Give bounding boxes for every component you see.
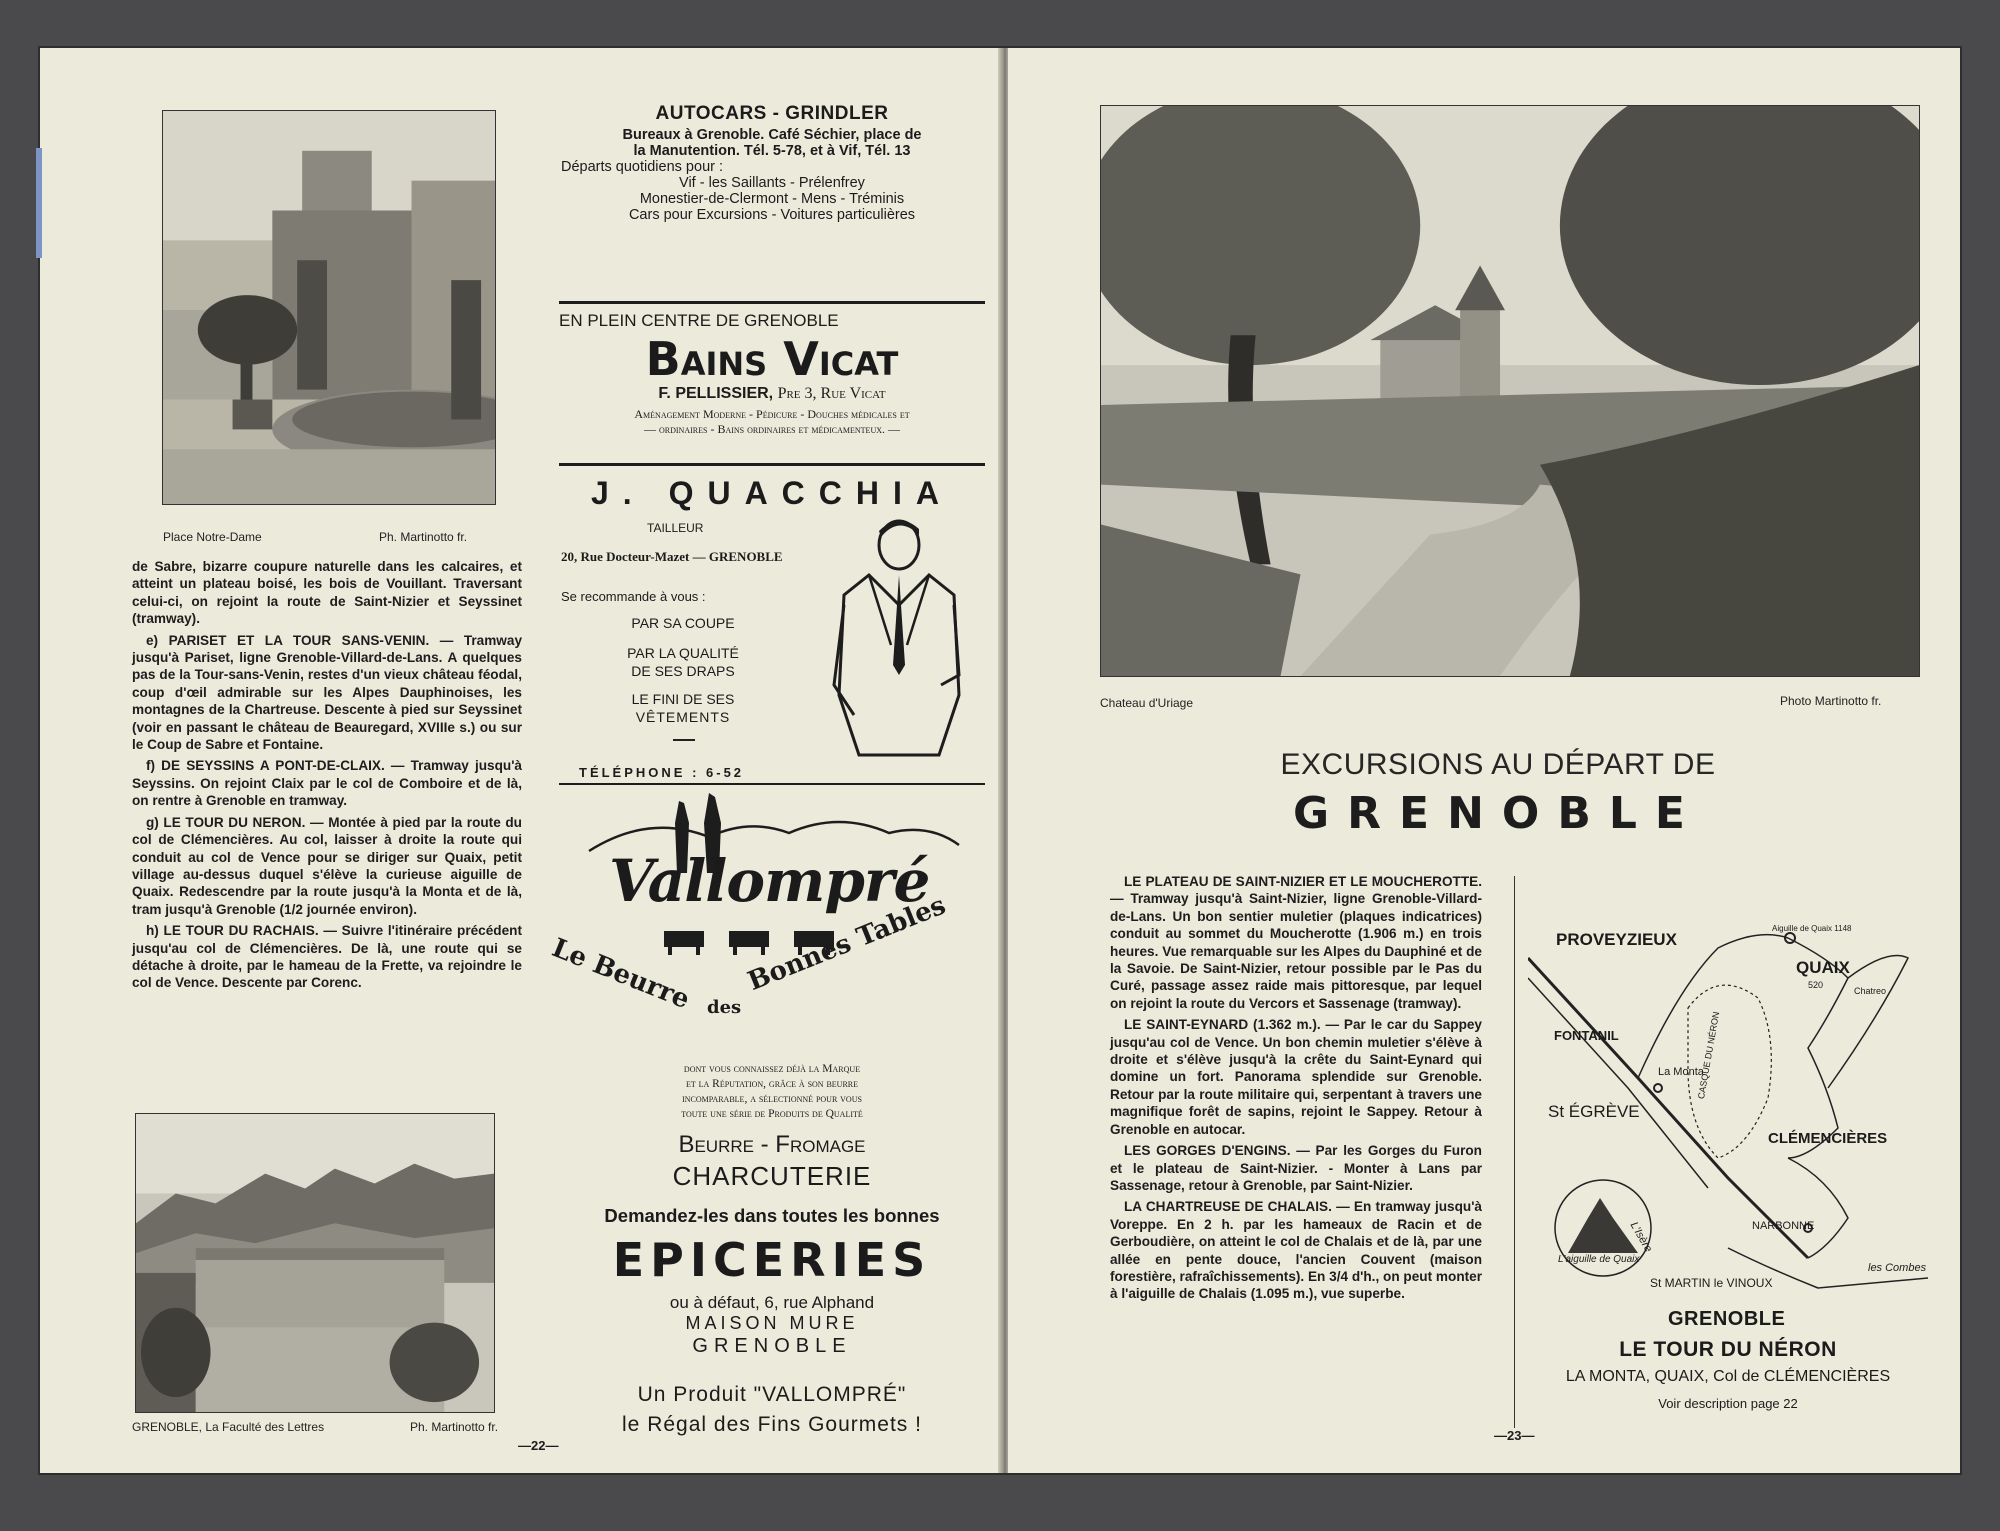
vicat-line: Aménagement Moderne - Pédicure - Douches médicales et bbox=[634, 407, 910, 421]
vallompre-desc: incomparable, a sélectionné pour vous bbox=[682, 1093, 862, 1105]
vicat-top: EN PLEIN CENTRE DE GRENOBLE bbox=[559, 311, 839, 330]
vallompre-epiceries: EPICERIES bbox=[612, 1233, 932, 1287]
ads-column bbox=[547, 103, 985, 1471]
ad-divider bbox=[559, 463, 985, 466]
left-paragraph: f) DE SEYSSINS A PONT-DE-CLAIX. — Tramway jusqu'à Seyssins. On rejoint Claix par le col de Comboire et de là, on rentre à Grenoble en tramway. bbox=[132, 758, 522, 809]
right-paragraph: LES GORGES D'ENGINS. — Par les Gorges du Furon et le plateau de Saint-Nizier. - Monter à Lans par Sassenage, retour à Grenoble, par Saint-Nizier. bbox=[1110, 1143, 1482, 1193]
grindler-line: Départs quotidiens pour : bbox=[561, 159, 724, 175]
map-label-quaix-alt: 520 bbox=[1808, 980, 1824, 990]
vallompre-products: Beurre - Fromage bbox=[678, 1131, 866, 1158]
page-edge-tab bbox=[36, 148, 42, 258]
photo1-caption-right: Ph. Martinotto fr. bbox=[379, 530, 468, 544]
vallompre-desc: et la Réputation, grâce à son beurre bbox=[685, 1078, 859, 1090]
right-paragraph: LE PLATEAU DE SAINT-NIZIER ET LE MOUCHEROTTE. — Tramway jusqu'à Saint-Nizier, ligne Grenoble-Villard-de-Lans. Un bon sentier muletier (plaques indicatrices) conduit au sommet du Moucherotte (1.906 m.) en trois heures. Vue remarquable sur les Alpes du Dauphiné et de la Savoie. De Saint-Nizier, retour possible par le Pas du Curé, passage assez raide mais pittoresque, par lequel on rejoint la route du Vercors et Sassenage (tramway). bbox=[1110, 874, 1482, 1011]
grindler-line: Monestier-de-Clermont - Mens - Tréminis bbox=[639, 191, 905, 207]
excursions-heading bbox=[1238, 748, 1758, 839]
column-divider bbox=[1514, 876, 1515, 1428]
vallompre-city: GRENOBLE bbox=[692, 1335, 852, 1357]
vallompre-slogan-part2: des bbox=[707, 997, 742, 1018]
ad-j-quacchia bbox=[559, 475, 985, 805]
map-note: Voir description page 22 bbox=[1658, 1396, 1798, 1411]
photo1-caption-left: Place Notre-Dame bbox=[163, 530, 262, 544]
vicat-owner: F. PELLISSIER, bbox=[658, 385, 774, 402]
page-number-right: —23— bbox=[1494, 1428, 1535, 1443]
right-paragraph: LA CHARTREUSE DE CHALAIS. — En tramway jusqu'à Voreppe. En 2 h. par les hameaux de Racin et de Gerboudière, on atteint le col de Chalais et de là, par une allée en pente douce, l'ancien Couvent (maison forestière, rafraîchissements). En 3/4 d'h., on peut monter à l'aiguille de Chalais (1.095 m.), vue superbe. bbox=[1110, 1199, 1482, 1302]
vallompre-desc: toute une série de Produits de Qualité bbox=[681, 1108, 863, 1120]
quacchia-item: DE SES DRAPS bbox=[631, 663, 735, 679]
vicat-line: — ordinaires - Bains ordinaires et médicamenteux. — bbox=[644, 422, 900, 436]
ad-divider bbox=[559, 783, 985, 785]
photo-caption-left: Chateau d'Uriage bbox=[1100, 696, 1194, 710]
vallompre-maison: MAISON MURE bbox=[685, 1313, 859, 1333]
vallompre-tag: le Régal des Fins Gourmets ! bbox=[622, 1413, 922, 1436]
page-number-left: —22— bbox=[518, 1438, 559, 1453]
map-label-quaix: QUAIX bbox=[1796, 958, 1850, 977]
grindler-line: Vif - les Saillants - Prélenfrey bbox=[679, 175, 865, 191]
quacchia-item: PAR SA COUPE bbox=[631, 615, 735, 631]
map-label-casque: CASQUE DU NÉRON bbox=[1696, 1010, 1722, 1100]
grindler-line: Cars pour Excursions - Voitures particulières bbox=[628, 207, 916, 223]
map-label-clemencieres: CLÉMENCIÈRES bbox=[1768, 1130, 1888, 1147]
left-paragraph: e) PARISET ET LA TOUR SANS-VENIN. — Tramway jusqu'à Pariset, ligne Grenoble-Villard-de-Lans. A quelques pas de la Tour-sans-Venin, restes d'un vieux château féodal, coup d'œil admirable sur les Alpes Dauphinoises, les montagnes de la Chartreuse. Descente à pied sur Seyssinet (voir en passant le château de Beauregard, XVIIIe s.) ou sur le Coup de Sabre et Fontaine. bbox=[132, 632, 522, 753]
quacchia-title: J. QUACCHIA bbox=[590, 475, 953, 511]
heading-line2: GRENOBLE bbox=[1293, 788, 1703, 839]
map-label-aiguille-top: Aiguille de Quaix 1148 bbox=[1772, 924, 1852, 933]
left-paragraph: g) LE TOUR DU NERON. — Montée à pied par la route du col de Clémencières. Au col, laisser à droite la route qui conduit au col de Vence pour se diriger sur Quaix, petit village au-dessus duquel s'élève la curieuse aiguille de Quaix. Redescendre par la route jusqu'à la Monta et de là, tram jusqu'à Grenoble (1/2 journée environ). bbox=[132, 814, 522, 917]
map-tour-du-neron bbox=[1528, 868, 1928, 1298]
vallompre-slogan-part1: Le Beurre bbox=[547, 933, 694, 1016]
left-paragraph: h) LE TOUR DU RACHAIS. — Suivre l'itinéraire précédent jusqu'au col de Clémencières. De là, une route qui se détache à droite, par le hameau de la Frette, va rejoindre le col de Vence. Descente par Corenc. bbox=[132, 923, 522, 991]
quacchia-item: PAR LA QUALITÉ bbox=[627, 645, 739, 661]
quacchia-dash bbox=[673, 739, 695, 741]
grindler-line: Bureaux à Grenoble. Café Séchier, place de bbox=[622, 127, 922, 143]
right-paragraph: LE SAINT-EYNARD (1.362 m.). — Par le car du Sappey jusqu'au col de Vence. Un bon chemin muletier s'élève à droite et s'élève jusqu'à la crête du Saint-Eynard qui domine un fort. Panorama splendide sur Grenoble. Retour par la route militaire qui, serpentant à travers une magnifique forêt de sapins, rejoint le Sappey. Retour à Grenoble en autocar. bbox=[1110, 1017, 1482, 1137]
map-label-lamonta: La Monta bbox=[1658, 1066, 1704, 1078]
vallompre-slogan bbox=[547, 890, 985, 1043]
left-page bbox=[40, 48, 1000, 1473]
vicat-address: Pre 3, Rue Vicat bbox=[777, 385, 886, 402]
map-label-grenoble: GRENOBLE bbox=[1668, 1308, 1786, 1330]
map-label-fontanil: FONTANIL bbox=[1554, 1028, 1619, 1043]
map-title: LE TOUR DU NÉRON bbox=[1619, 1338, 1837, 1361]
right-page bbox=[1008, 48, 1960, 1473]
left-paragraph: de Sabre, bizarre coupure naturelle dans les calcaires, et atteint un plateau boisé, les bois de Vouillant. Traversant celui-ci, on rejoint la route de Saint-Nizier et Seyssinet (tramway). bbox=[132, 559, 522, 627]
ad-vallompre bbox=[547, 793, 985, 1468]
ad-autocars-grindler bbox=[559, 103, 985, 223]
brochure-spread bbox=[40, 48, 1960, 1473]
quacchia-phone: TÉLÉPHONE : 6-52 bbox=[579, 765, 745, 780]
ad-divider bbox=[559, 301, 985, 304]
vallompre-slogan-part3: Bonnes Tables bbox=[743, 890, 950, 997]
map-label-proveyzieux: PROVEYZIEUX bbox=[1556, 930, 1677, 949]
map-subtitle: LA MONTA, QUAIX, Col de CLÉMENCIÈRES bbox=[1565, 1368, 1891, 1385]
quacchia-item: VÊTEMENTS bbox=[635, 709, 731, 725]
right-body-text bbox=[1110, 873, 1482, 1307]
ad-bains-vicat bbox=[559, 311, 985, 437]
vallompre-desc: dont vous connaissez déjà la Marque bbox=[683, 1063, 861, 1075]
quacchia-subtitle: TAILLEUR bbox=[647, 521, 704, 535]
map-label-stmartin: St MARTIN le VINOUX bbox=[1650, 1276, 1773, 1290]
map-label-chatreo: Chatreo bbox=[1854, 986, 1887, 996]
quacchia-item: LE FINI DE SES bbox=[631, 691, 735, 707]
vallompre-brand: Vallompré bbox=[609, 847, 930, 915]
map-label-narbonne: NARBONNE bbox=[1752, 1220, 1815, 1232]
quacchia-address: 20, Rue Docteur-Mazet — GRENOBLE bbox=[561, 549, 783, 564]
map-label-isere: L'Isère bbox=[1627, 1220, 1655, 1255]
tailor-illustration bbox=[829, 515, 969, 765]
vicat-title: Bains Vicat bbox=[645, 332, 899, 386]
grindler-title: AUTOCARS - GRINDLER bbox=[655, 103, 889, 124]
vallompre-tag: Un Produit "VALLOMPRÉ" bbox=[637, 1383, 907, 1406]
photo2-caption-left: GRENOBLE, La Faculté des Lettres bbox=[132, 1420, 325, 1434]
vallompre-products: CHARCUTERIE bbox=[672, 1161, 872, 1191]
map-label-segreve: St ÉGRÈVE bbox=[1548, 1102, 1640, 1121]
vicat-owner-line bbox=[559, 385, 985, 403]
quacchia-reco: Se recommande à vous : bbox=[561, 589, 706, 604]
photo-caption-right: Photo Martinotto fr. bbox=[1780, 694, 1882, 708]
left-body-text bbox=[132, 558, 522, 996]
photo2-caption-right: Ph. Martinotto fr. bbox=[410, 1420, 499, 1434]
grindler-line: la Manutention. Tél. 5-78, et à Vif, Tél. 13 bbox=[633, 143, 911, 159]
photo-chateau-uriage bbox=[1100, 105, 1920, 677]
photo-place-notre-dame bbox=[162, 110, 496, 505]
map-label-aiguille-inset: L'aiguille de Quaix bbox=[1558, 1254, 1640, 1265]
vallompre-ask: Demandez-les dans toutes les bonnes bbox=[604, 1205, 940, 1226]
vallompre-alt: ou à défaut, 6, rue Alphand bbox=[669, 1293, 875, 1312]
photo-faculte-des-lettres bbox=[135, 1113, 495, 1413]
heading-line1: EXCURSIONS AU DÉPART DE bbox=[1280, 748, 1716, 781]
map-label-lescombes: les Combes bbox=[1868, 1262, 1927, 1274]
